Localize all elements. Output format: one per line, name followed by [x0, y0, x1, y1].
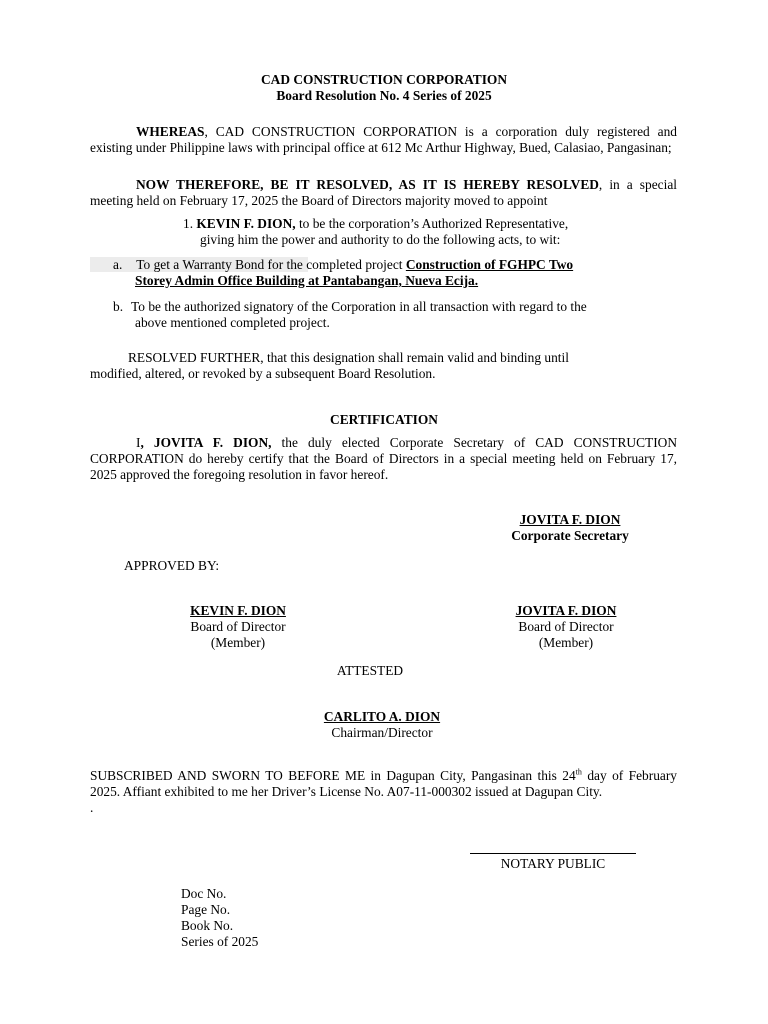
secretary-title: Corporate Secretary	[511, 528, 629, 543]
jurat-superscript: th	[575, 767, 582, 777]
certification-title: CERTIFICATION	[330, 412, 438, 427]
certification-text: the duly elected Corporate Secretary of CAD CONSTRUCTION CORPORATION do hereby certify that the Board of Directors in a special meeting held on February 17, 2025 approved the foregoing resolution in favor hereof.	[90, 435, 677, 482]
appointee-name: KEVIN F. DION,	[196, 216, 296, 231]
doc-field: Page No.	[181, 902, 231, 917]
chairman-name: CARLITO A. DION	[323, 709, 441, 724]
secretary-name: JOVITA F. DION	[519, 512, 621, 527]
signatory-note: (Member)	[210, 635, 266, 650]
chairman-title: Chairman/Director	[331, 725, 433, 740]
appointment-line2: giving him the power and authority to do the following acts, to wit:	[200, 232, 561, 247]
act-a-text: To get a Warranty Bond for the completed project	[136, 257, 406, 272]
signatory-block	[481, 603, 651, 651]
act-a-project-line1: Construction of FGHPC Two	[405, 257, 574, 272]
approved-by-label: APPROVED BY:	[124, 558, 220, 573]
certification-paragraph	[90, 435, 677, 483]
chairman-signature-block	[282, 709, 482, 741]
jurat-part1: SUBSCRIBED AND SWORN TO BEFORE ME in Dagupan City, Pangasinan this 24	[90, 768, 576, 783]
signatory-block	[153, 603, 323, 651]
doc-field: Series of 2025	[181, 934, 259, 949]
certification-prefix: I	[136, 435, 141, 450]
resolved-text: , in a special meeting held on February 17, 2025 the Board of Directors majority moved to appoint	[90, 177, 677, 208]
jurat-paragraph	[90, 768, 677, 816]
certification-name: , JOVITA F. DION,	[140, 435, 272, 450]
whereas-text: , CAD CONSTRUCTION CORPORATION is a corporation duly registered and existing under Philippine laws with principal office at 612 Mc Arthur Highway, Bued, Calasiao, Pangasinan;	[90, 124, 677, 155]
notary-label: NOTARY PUBLIC	[500, 856, 606, 871]
notary-signature-line	[470, 853, 636, 854]
jurat-dot: .	[90, 800, 94, 815]
doc-fields	[181, 886, 258, 950]
act-b-marker: b.	[113, 299, 124, 314]
act-b-line1: To be the authorized signatory of the Corporation in all transaction with regard to the	[131, 299, 587, 314]
document-header	[0, 72, 768, 104]
act-a	[113, 257, 673, 289]
appointment-item	[183, 216, 663, 248]
act-b	[113, 299, 673, 331]
signatory-name: KEVIN F. DION	[190, 603, 286, 618]
company-title: CAD CONSTRUCTION CORPORATION	[260, 72, 507, 87]
act-a-marker: a.	[113, 257, 123, 272]
act-a-project-line2: Storey Admin Office Building at Pantabangan, Nueva Ecija.	[135, 273, 479, 288]
jurat-part2: day of February 2025. Affiant exhibited to me her Driver’s License No. A07-11-000302 issued at Dagupan City.	[90, 768, 677, 799]
doc-field: Doc No.	[181, 886, 227, 901]
signatory-role: Board of Director	[190, 619, 286, 634]
resolved-further-line1: RESOLVED FURTHER, that this designation shall remain valid and binding until	[128, 350, 569, 365]
signatory-name: JOVITA F. DION	[515, 603, 617, 618]
attested-label: ATTESTED	[336, 663, 404, 678]
signatory-role: Board of Director	[518, 619, 614, 634]
resolved-further	[90, 350, 677, 382]
appointment-line1: to be the corporation’s Authorized Representative,	[295, 216, 569, 231]
secretary-signature-block	[470, 512, 670, 544]
signatory-note: (Member)	[538, 635, 594, 650]
whereas-lead: WHEREAS	[136, 124, 205, 139]
resolved-lead: NOW THEREFORE, BE IT RESOLVED, AS IT IS HEREBY RESOLVED	[136, 177, 599, 192]
resolved-further-line2: modified, altered, or revoked by a subsequent Board Resolution.	[90, 366, 436, 381]
doc-field: Book No.	[181, 918, 234, 933]
appointment-number: 1.	[183, 216, 197, 231]
whereas-paragraph	[90, 124, 677, 156]
resolved-paragraph	[90, 177, 677, 209]
act-b-line2: above mentioned completed project.	[135, 315, 330, 330]
resolution-title: Board Resolution No. 4 Series of 2025	[276, 88, 492, 103]
